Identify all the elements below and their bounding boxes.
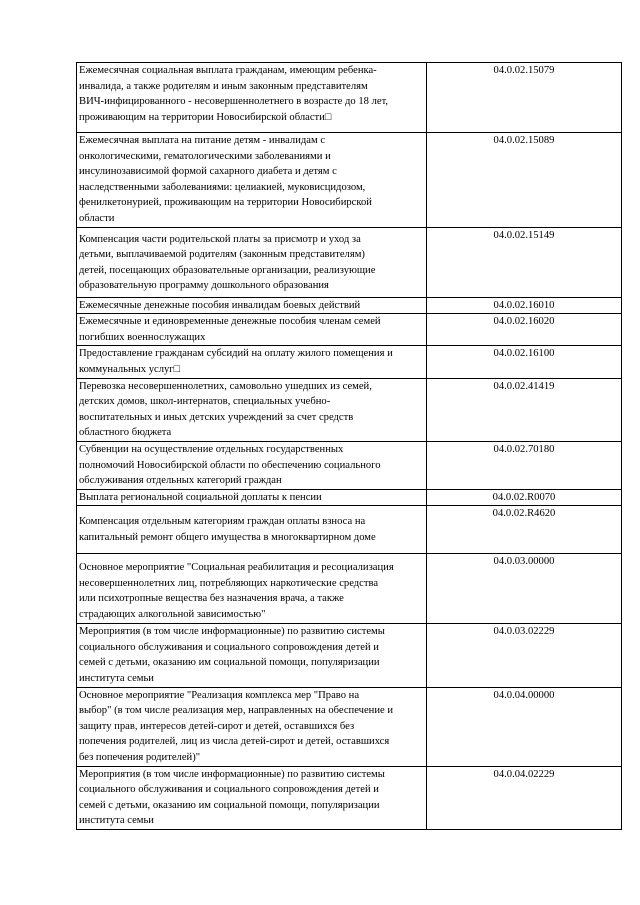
row-name-cell <box>77 624 427 687</box>
row-name: Ежемесячная социальная выплата гражданам, имеющим ребенка- инвалида, а также родителям и иным законным представителям ВИЧ-инфицированного - несовершеннолетнего в возрасте до 18 лет, проживающим на территории Новосибирской области□ <box>79 65 389 123</box>
row-name-cell <box>77 297 427 314</box>
row-code-cell <box>427 554 622 624</box>
table-row <box>77 624 622 687</box>
row-code-cell <box>427 489 622 506</box>
row-name: Мероприятия (в том числе информационные) по развитию системы социального обслуживания и социального сопровождения детей и семей с детьми, оказанию им социальной помощи, популяризации института семьи <box>79 768 385 827</box>
row-code-cell <box>427 624 622 687</box>
table-row <box>77 133 622 228</box>
row-code: 04.0.02.16100 <box>493 348 555 360</box>
table-row <box>77 378 622 441</box>
row-name-cell <box>77 506 427 554</box>
row-code: 04.0.02.70180 <box>493 443 555 455</box>
row-code-cell <box>427 378 622 441</box>
row-name: Основное мероприятие "Социальная реабилитация и ресоциализация несовершеннолетних лиц, потребляющих наркотические средства или психотропные вещества без назначения врача, а также страдающих алкогольной зависимостью" <box>79 562 394 621</box>
row-code: 04.0.02.16020 <box>493 316 555 328</box>
row-name-cell <box>77 378 427 441</box>
row-name: Компенсация отдельным категориям граждан оплаты взноса на капитальный ремонт общего имущества в многоквартирном доме <box>79 516 376 543</box>
row-name: Субвенции на осуществление отдельных государственных полномочий Новосибирской области по обеспечению социального обслуживания отдельных категорий граждан <box>79 443 381 487</box>
row-code-cell <box>427 297 622 314</box>
row-code-cell <box>427 346 622 378</box>
table-row <box>77 506 622 554</box>
row-name: Предоставление гражданам субсидий на оплату жилого помещения и коммунальных услуг□ <box>79 348 393 375</box>
row-code: 04.0.02.R4620 <box>492 508 556 520</box>
row-code-cell <box>427 506 622 554</box>
row-code: 04.0.03.02229 <box>493 626 555 638</box>
row-name-cell <box>77 687 427 766</box>
row-code: 04.0.02.15089 <box>493 135 555 146</box>
row-name-cell <box>77 346 427 378</box>
row-name-cell <box>77 441 427 489</box>
table-row <box>77 489 622 506</box>
row-code: 04.0.02.15149 <box>493 229 555 241</box>
row-name: Выплата региональной социальной доплаты к пенсии <box>79 491 322 503</box>
row-code: 04.0.02.41419 <box>493 380 555 392</box>
row-name: Ежемесячные денежные пособия инвалидам боевых действий <box>79 299 361 311</box>
row-code: 04.0.04.00000 <box>493 689 555 701</box>
row-name: Мероприятия (в том числе информационные) по развитию системы социального обслуживания и социального сопровождения детей и семей с детьми, оказанию им социальной помощи, популяризации института семьи <box>79 626 385 685</box>
row-name-cell <box>77 63 427 133</box>
row-name: Основное мероприятие "Реализация комплекса мер "Право на выбор" (в том числе реализация мер, направленных на обеспечение и защиту прав, интересов детей-сирот и детей, оставшихся без попечения родителей, лиц из числа детей-сирот и детей, оставшихся без попечения родителей)" <box>79 689 394 764</box>
row-name-cell <box>77 133 427 228</box>
table-row <box>77 63 622 133</box>
row-name-cell <box>77 489 427 506</box>
table-row <box>77 346 622 378</box>
table-row <box>77 227 622 297</box>
row-code-cell <box>427 63 622 133</box>
table-row <box>77 687 622 766</box>
table-row <box>77 766 622 829</box>
row-code: 04.0.02.15079 <box>493 65 555 76</box>
row-name-cell <box>77 314 427 346</box>
row-code: 04.0.02.16010 <box>493 299 555 311</box>
table-row <box>77 554 622 624</box>
row-code-cell <box>427 133 622 228</box>
row-name: Перевозка несовершеннолетних, самовольно ушедших из семей, детских домов, школ-интернатов, специальных учебно- воспитательных и иных детских учреждений за счет средств областного бюджета <box>79 380 372 439</box>
row-name-cell <box>77 766 427 829</box>
row-name-cell <box>77 554 427 624</box>
table-row <box>77 297 622 314</box>
row-code-cell <box>427 441 622 489</box>
row-name: Компенсация части родительской платы за присмотр и уход за детьми, выплачиваемой родителям (законным представителям) детей, посещающих образовательные организации, реализующие образовательную программу дошкольного образования <box>79 233 376 292</box>
budget-classification-table <box>76 62 622 830</box>
row-code: 04.0.03.00000 <box>493 556 555 568</box>
row-code-cell <box>427 227 622 297</box>
row-code: 04.0.02.R0070 <box>492 491 556 503</box>
table-row <box>77 441 622 489</box>
row-code-cell <box>427 314 622 346</box>
row-name: Ежемесячная выплата на питание детям - инвалидам с онкологическими, гематологическими заболеваниями и инсулинозависимой формой сахарного диабета и детям с наследственными заболеваниями: целиакией, муковисцидозом, фенилкетонурией, проживающим на территории Новосибирской области <box>79 135 372 224</box>
row-name: Ежемесячные и единовременные денежные пособия членам семей погибших военнослужащих <box>79 316 381 343</box>
row-name-cell <box>77 227 427 297</box>
row-code-cell <box>427 766 622 829</box>
table-row <box>77 314 622 346</box>
row-code: 04.0.04.02229 <box>493 768 555 780</box>
row-code-cell <box>427 687 622 766</box>
